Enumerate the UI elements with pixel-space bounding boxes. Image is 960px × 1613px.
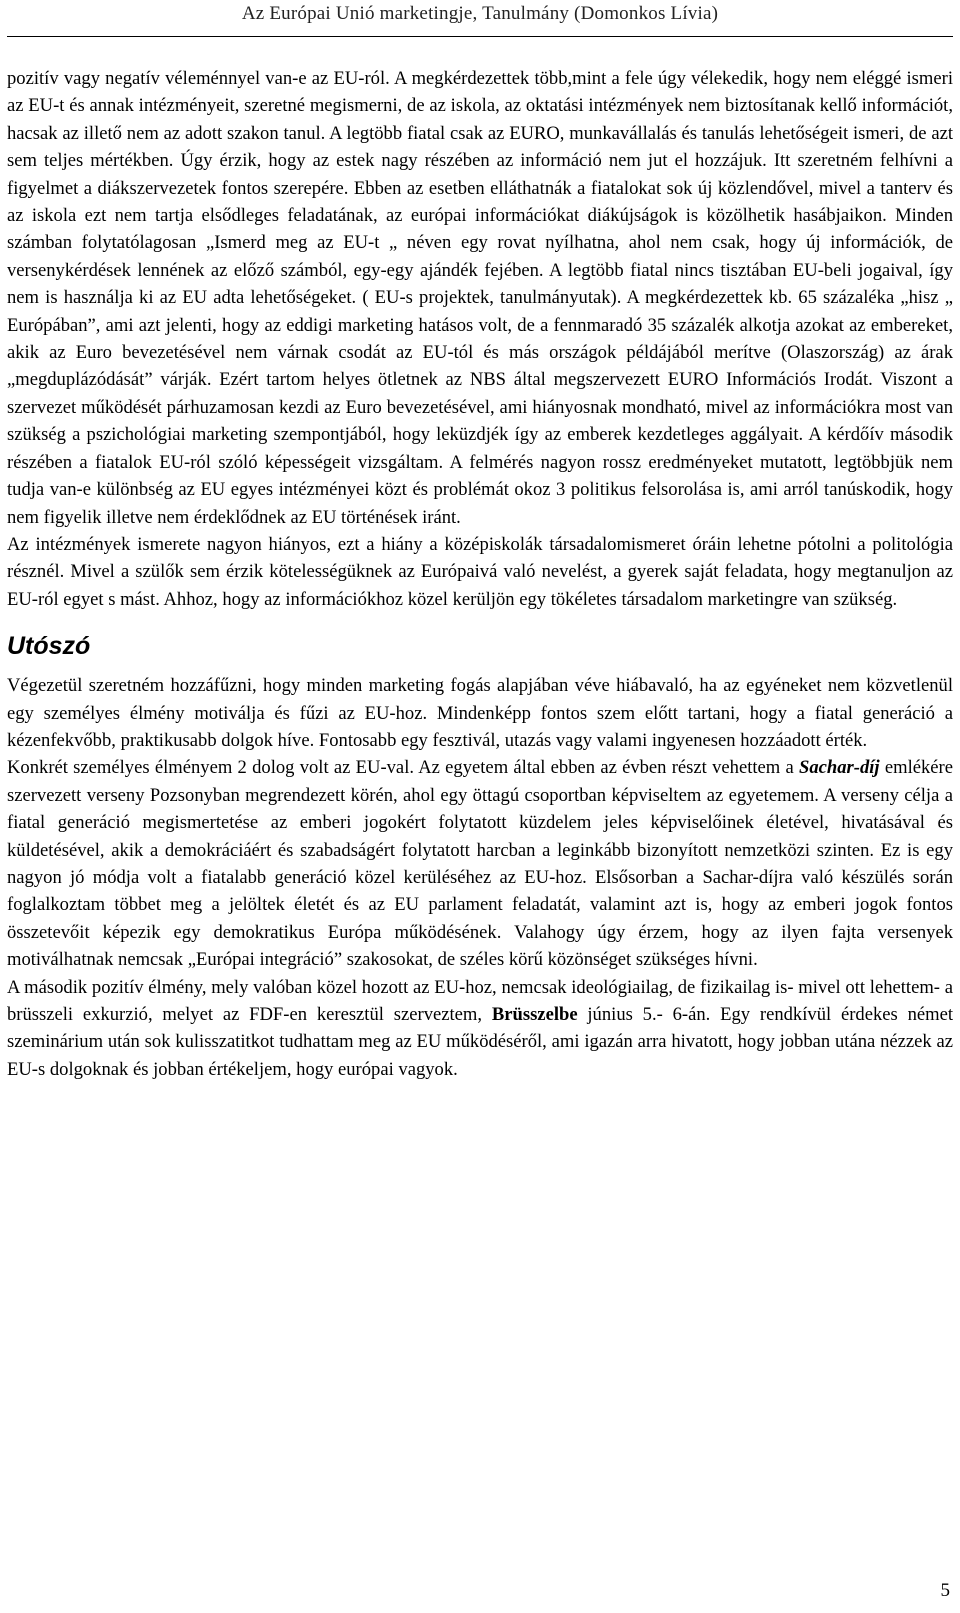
paragraph-4-text-start: Konkrét személyes élményem 2 dolog volt az EU-val. Az egyetem által ebben az évben részt vehettem a — [7, 757, 800, 779]
paragraph-4-text-end: emlékére szervezett verseny Pozsonyban megrendezett körén, ahol egy öttagú csoportban képviseltem az egyetemem. A verseny célja a fiatal generáció megismertetése az emberi jogokért folytatott küzdelem jeles képviselőinek életével, hivatásával és küldetésével, akik a demokráciáért és szabadságért folytatott harcban a leginkább bizonyított nemzetközi szinten. Ez is egy nagyon jó módja volt a fiatalabb generáció közel kerüléséhez az EU-hoz. Elsősorban a Sachar-díjra való készülés során foglalkoztam többet meg a jelöltek életét és az EU parlament feladatát, valamint azt is, hogy az emberi jogok fontos összetevőit képezik egy demokratikus Európa működésének. Valahogy úgy érzem, hogy az ilyen fajta versenyek motiválhatnak nemcsak „Európai integráció” szakosokat, de széles körű közönséget szükséges hívni. — [7, 757, 953, 971]
document-body — [7, 65, 953, 1083]
sachar-prize-emphasis: Sachar-díj — [799, 757, 880, 779]
body-paragraph-3: Végezetül szeretném hozzáfűzni, hogy minden marketing fogás alapjában véve hiábavaló, ha az egyéneket nem közvetlenül egy személyes élmény motiválja és fűzi az EU-hoz. Mindenképp fontos szem előtt tartani, hogy a fiatal generáció a kézenfekvőbb, praktikusabb dolgok híve. Fontosabb egy fesztivál, utazás vagy valami ingyenesen hozzáadott érték. — [7, 675, 953, 751]
page-number: 5 — [940, 1580, 950, 1601]
body-paragraph-2: Az intézmények ismerete nagyon hiányos, ezt a hiány a középiskolák társadalomismeret óráin lehetne pótolni a politológia résznél. Mivel a szülők sem érzik kötelességüknek az Európaivá való nevelést, a gyerek saját feladata, hogy megtanuljon az EU-ról egyet s mást. Ahhoz, hogy az információkhoz közel kerüljön egy tökéletes társadalom marketingre van szükség. — [7, 533, 953, 610]
paragraph-5-text-start: A második pozitív élmény, mely valóban közel hozott az EU-hoz, nemcsak ideológiailag, de fizikailag is- mivel ott lehettem- a brüsszeli exkurzió, melyet az FDF-en keresztül szerveztem, — [7, 976, 953, 1025]
body-paragraph-4 — [7, 754, 953, 973]
body-paragraph-1: pozitív vagy negatív véleménnyel van-e az EU-ról. A megkérdezettek több,mint a fele úgy vélekedik, hogy nem eléggé ismeri az EU-t és annak intézményeit, szeretné megismerni, de az iskola, az oktatási intézmények nem biztosítanak kellő információt, hacsak az illető nem az adott szakon tanul. A legtöbb fiatal csak az EURO, munkavállalás és tanulás lehetőségeit ismeri, de azt sem teljes mértékben. Úgy érzik, hogy az estek nagy részében az információ nem jut el hozzájuk. Itt szeretném felhívni a figyelmet a diákszervezetek fontos szerepére. Ebben az esetben elláthatnák a fiatalokat sok új közlendővel, mivel a tanterv és az iskola ezt nem tartja elsődleges feladatának, az európai információkat diákújságok is közölhetik hasábjaikon. Minden számban folytatólagosan „Ismerd meg az EU-t „ néven egy rovat nyílhatna, ahol nem csak, hogy új információk, de versenykérdések lennének az előző számból, egy-egy ajándék fejében. A legtöbb fiatal nincs tisztában EU-beli jogaival, így nem is használja ki az EU adta lehetőségeket. ( EU-s projektek, tanulmányutak). A megkérdezettek kb. 65 százaléka „hisz „ Európában”, ami azt jelenti, hogy az eddigi marketing hatásos volt, de a fennmaradó 35 százalék alkotja azokat az embereket, akik az Euro bevezetésével nem várnak csodát az EU-tól és más országok példájából merítve (Olaszország) az árak „megduplázódását” várják. Ezért tartom helyes ötletnek az NBS által megszervezett EURO Információs Irodát. Viszont a szervezet működését párhuzamosan kezdi az Euro bevezetésével, ami hiányosnak mondható, mivel az információkra most van szükség a pszichológiai marketing szempontjából, hogy leküzdjék így az emberek kezdetleges aggályait. A kérdőív második részében a fiatalok EU-ról szóló képességeit vizsgáltam. A felmérés nagyon rossz eredményeket mutatott, legtöbbjük nem tudja van-e különbség az EU egyes intézményei közt és problémát okoz 3 politikus felsorolása is, ami arról tanúskodik, hogy nem figyelik illetve nem érdeklődnek az EU történések iránt. — [7, 68, 953, 528]
section-heading: Utószó — [7, 632, 91, 661]
header-rule — [7, 36, 953, 37]
running-header: Az Európai Unió marketingje, Tanulmány (Domonkos Lívia) — [241, 3, 719, 24]
body-paragraph-5 — [7, 974, 953, 1084]
brussels-emphasis: Brüsszelbe — [491, 1004, 578, 1025]
paragraph-5-text-end: június 5.- 6-án. Egy rendkívül érdekes német szeminárium után sok kulisszatitkot tudhattam meg az EU működéséről, ami igazán arra hivatott, hogy jobban utána nézzek az EU-s dolgoknak és jobban értékeljem, hogy európai vagyok. — [7, 1004, 953, 1080]
